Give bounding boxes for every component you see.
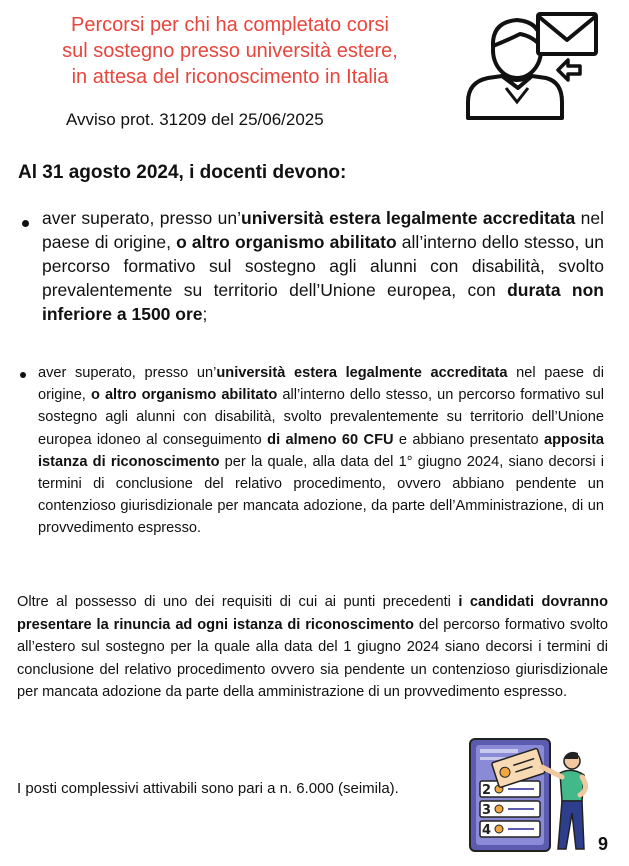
checklist-number: 2 xyxy=(482,783,492,798)
requirement-text: aver superato, presso un’università estera legalmente accreditata nel paese di origine, o altro organismo abilitato all’interno dello stesso, un percorso formativo sul sostegno agli alunni con disabilità, svolto prevalentemente su territorio dell’Unione europea idoneo al conseguimento di almeno 60 CFU e abbiano presentato apposita istanza di riconoscimento per la quale, alla data del 1° giugno 2024, siano decorsi i termini di conclusione del relativo procedimento, ovvero abbiano pendente un contenzioso giurisdizionale per mancata adozione, da parte dell’Amministrazione, di un provvedimento espresso. xyxy=(38,365,605,537)
notice-reference: Avviso prot. 31209 del 25/06/2025 xyxy=(66,110,324,129)
available-posts-text: I posti complessivi attivabili sono pari a n. 6.000 (seimila). xyxy=(17,780,399,797)
requirement-item xyxy=(22,206,604,326)
page-number: 9 xyxy=(598,834,609,854)
checklist-number: 4 xyxy=(482,823,492,838)
requirement-text: aver superato, presso un’università estera legalmente accreditata nel paese di origine, o altro organismo abilitato all’interno dello stesso, un percorso formativo sul sostegno agli alunni con disabilità, svolto prevalentemente su territorio dell’Unione europea, con durata non inferiore a 1500 ore; xyxy=(42,208,604,324)
bullet-dot xyxy=(20,372,26,378)
requirement-item xyxy=(20,362,604,540)
checklist-illustration-icon xyxy=(468,737,592,853)
bullet-dot xyxy=(22,220,29,227)
title-line: in attesa del riconoscimento in Italia xyxy=(71,66,389,88)
title-line: Percorsi per chi ha completato corsi xyxy=(71,14,389,36)
checklist-number: 3 xyxy=(482,803,492,818)
page-title xyxy=(20,12,440,90)
section-heading: Al 31 agosto 2024, i docenti devono: xyxy=(18,162,347,183)
title-line: sul sostegno presso università estere, xyxy=(62,40,398,62)
user-mail-icon xyxy=(462,10,602,122)
renunciation-paragraph: Oltre al possesso di uno dei requisiti di cui ai punti precedenti i candidati dovranno presentare la rinuncia ad ogni istanza di riconoscimento del percorso formativo svolto all’estero sul sostegno per la quale alla data del 1 giugno 2024 siano decorsi i termini di conclusione del relativo procedimento ovvero sia pendente un contenzioso giurisdizionale per mancata adozione da parte della amministrazione di un provvedimento espresso. xyxy=(17,594,608,701)
